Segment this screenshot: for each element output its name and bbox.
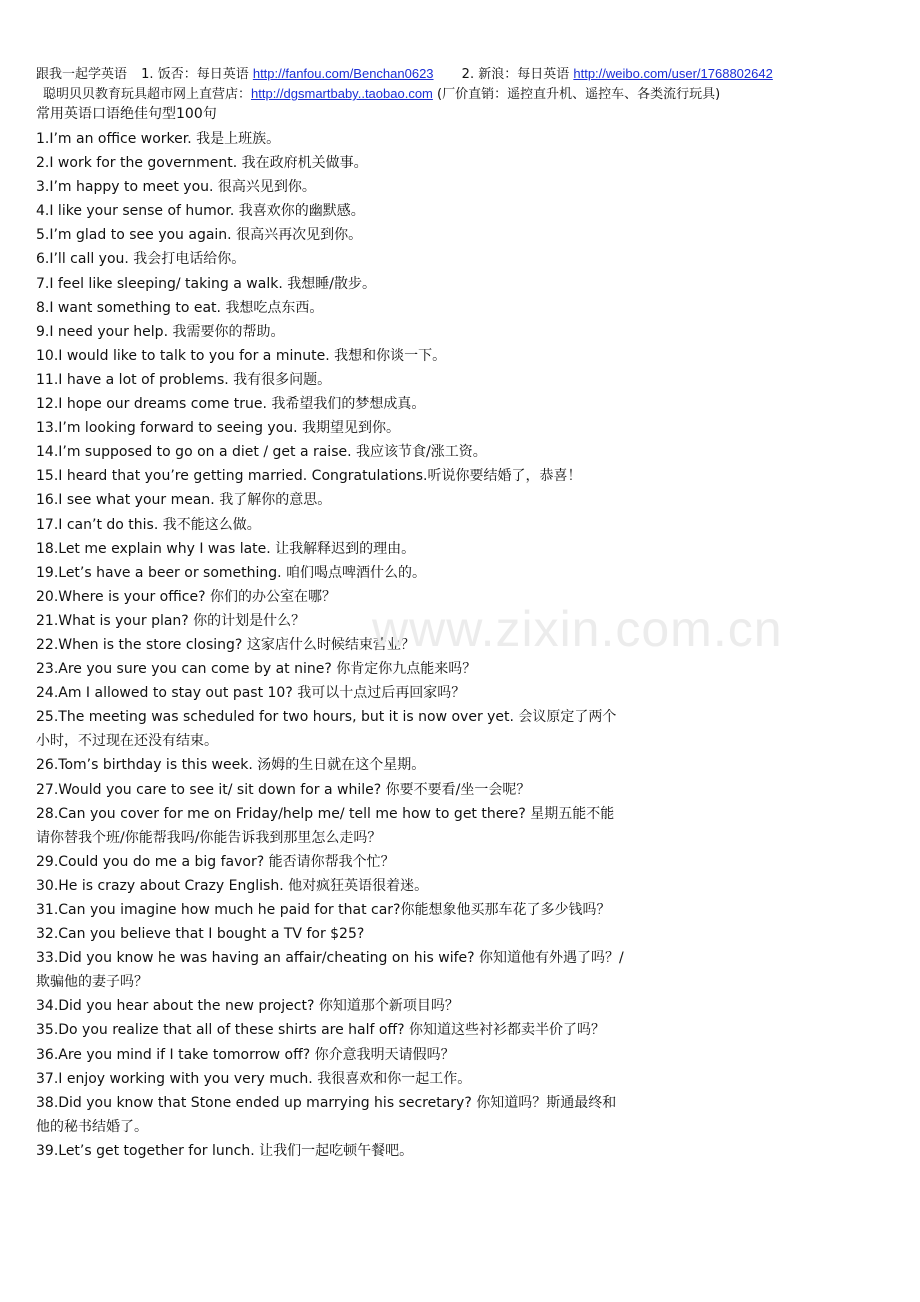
sentence-item: 2.I work for the government. 我在政府机关做事。 xyxy=(36,155,368,172)
sentence-item: 26.Tom’s birthday is this week. 汤姆的生日就在这个星期。 xyxy=(36,757,426,774)
sentence-item: 38.Did you know that Stone ended up marrying his secretary? 你知道吗？斯通最终和他的秘书结婚了。 xyxy=(36,1094,617,1135)
store-suffix: (厂价直销：遥控直升机、遥控车、各类流行玩具) xyxy=(437,87,721,102)
weibo-link[interactable]: http://weibo.com/user/1768802642 xyxy=(573,66,773,81)
sentence-item: 9.I need your help. 我需要你的帮助。 xyxy=(36,323,285,340)
header-line-1 xyxy=(36,64,906,84)
header-line-2 xyxy=(36,84,906,104)
sentence-item: 10.I would like to talk to you for a minute. 我想和你谈一下。 xyxy=(36,347,447,364)
sentence-item: 12.I hope our dreams come true. 我希望我们的梦想成真。 xyxy=(36,396,426,413)
sentence-item: 34.Did you hear about the new project? 你知道那个新项目吗？ xyxy=(36,998,459,1015)
sentence-item: 37.I enjoy working with you very much. 我很喜欢和你一起工作。 xyxy=(36,1070,472,1087)
sentence-item: 1.I’m an office worker. 我是上班族。 xyxy=(36,131,281,147)
sentence-item: 22.When is the store closing? 这家店什么时候结束营业？ xyxy=(36,636,415,653)
taobao-link[interactable]: http://dgsmartbaby..taobao.com xyxy=(251,86,433,101)
sentence-item: 35.Do you realize that all of these shirts are half off? 你知道这些衬衫都卖半价了吗？ xyxy=(36,1022,605,1039)
sentence-item: 8.I want something to eat. 我想吃点东西。 xyxy=(36,299,324,316)
sentence-item: 32.Can you believe that I bought a TV for $25? xyxy=(36,926,365,943)
sentence-item: 36.Are you mind if I take tomorrow off? 你介意我明天请假吗？ xyxy=(36,1046,455,1063)
sentence-item: 3.I’m happy to meet you. 很高兴见到你。 xyxy=(36,179,316,196)
header-item2-label: 2. 新浪：每日英语 xyxy=(461,67,570,82)
sentence-item: 7.I feel like sleeping/ taking a walk. 我想睡/散步。 xyxy=(36,275,376,292)
store-label: 聪明贝贝教育玩具超市网上直营店： xyxy=(43,87,252,102)
sentence-item: 6.I’ll call you. 我会打电话给你。 xyxy=(36,251,246,268)
page-header xyxy=(36,64,906,104)
sentence-item: 25.The meeting was scheduled for two hours, but it is now over yet. 会议原定了两个小时，不过现在还没有结束。 xyxy=(36,709,617,750)
sentence-item: 31.Can you imagine how much he paid for that car?你能想象他买那车花了多少钱吗？ xyxy=(36,902,611,918)
sentence-item: 5.I’m glad to see you again. 很高兴再次见到你。 xyxy=(36,227,363,244)
sentence-item: 24.Am I allowed to stay out past 10? 我可以十点过后再回家吗？ xyxy=(36,685,466,702)
sentence-item: 19.Let’s have a beer or something. 咱们喝点啤酒什么的。 xyxy=(36,564,427,581)
sentence-list xyxy=(36,127,626,1163)
header-prefix: 跟我一起学英语 xyxy=(36,67,128,82)
sentence-item: 13.I’m looking forward to seeing you. 我期望见到你。 xyxy=(36,420,401,437)
sentence-item: 11.I have a lot of problems. 我有很多问题。 xyxy=(36,371,332,388)
document-title: 常用英语口语绝佳句型100句 xyxy=(36,106,217,122)
sentence-item: 18.Let me explain why I was late. 让我解释迟到的理由。 xyxy=(36,540,416,557)
sentence-item: 17.I can’t do this. 我不能这么做。 xyxy=(36,516,261,533)
sentence-item: 33.Did you know he was having an affair/cheating on his wife? 你知道他有外遇了吗？/欺骗他的妻子吗？ xyxy=(36,950,624,991)
sentence-item: 21.What is your plan? 你的计划是什么？ xyxy=(36,612,306,629)
sentence-item: 29.Could you do me a big favor? 能否请你帮我个忙？ xyxy=(36,853,395,870)
header-item1-label: 1. 饭否：每日英语 xyxy=(141,67,249,82)
sentence-item: 28.Can you cover for me on Friday/help me/ tell me how to get there? 星期五能不能请你替我个班/你能帮我吗/你能告诉我到那里怎么走吗？ xyxy=(36,805,615,846)
sentence-item: 27.Would you care to see it/ sit down for a while? 你要不要看/坐一会呢？ xyxy=(36,781,531,798)
fanfou-link[interactable]: http://fanfou.com/Benchan0623 xyxy=(252,66,434,81)
sentence-item: 14.I’m supposed to go on a diet / get a raise. 我应该节食/涨工资。 xyxy=(36,444,487,461)
sentence-item: 15.I heard that you’re getting married. Congratulations.听说你要结婚了，恭喜！ xyxy=(36,468,582,485)
sentence-item: 20.Where is your office? 你们的办公室在哪？ xyxy=(36,588,336,605)
sentence-item: 4.I like your sense of humor. 我喜欢你的幽默感。 xyxy=(36,203,365,220)
sentence-item: 30.He is crazy about Crazy English. 他对疯狂英语很着迷。 xyxy=(36,877,429,894)
sentence-item: 23.Are you sure you can come by at nine? 你肯定你九点能来吗？ xyxy=(36,661,477,678)
watermark: www.zixin.com.cn xyxy=(372,601,783,657)
sentence-item: 16.I see what your mean. 我了解你的意思。 xyxy=(36,492,332,509)
sentence-item: 39.Let’s get together for lunch. 让我们一起吃顿午餐吧。 xyxy=(36,1142,414,1159)
